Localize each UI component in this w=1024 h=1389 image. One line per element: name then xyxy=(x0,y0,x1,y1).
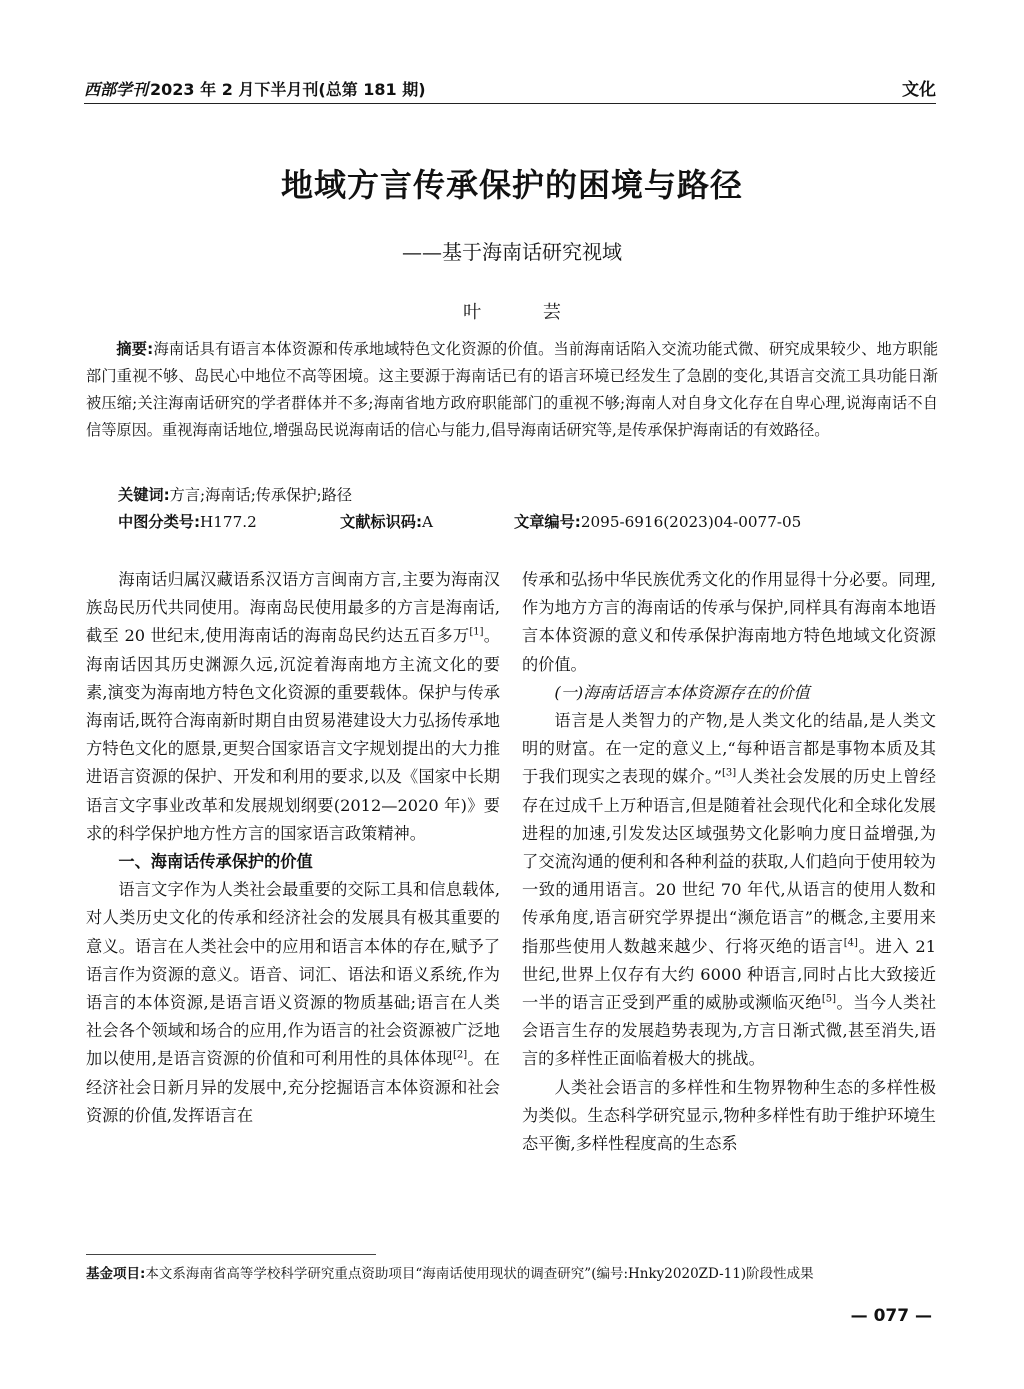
left-column xyxy=(86,566,500,1130)
paragraph: 人类社会语言的多样性和生物界物种生态的多样性极为类似。生态科学研究显示,物种多样性有助于维护环境生态平衡,多样性程度高的生态系 xyxy=(522,1077,936,1154)
issue-text: 2023 年 2 月下半月刊(总第 181 期) xyxy=(150,80,426,99)
abstract xyxy=(86,336,938,444)
footnote-rule xyxy=(86,1254,376,1255)
classification-line xyxy=(118,509,938,536)
author-name: 叶 芸 xyxy=(463,302,589,323)
journal-issue xyxy=(84,77,426,100)
article-subtitle: ——基于海南话研究视域 xyxy=(402,240,622,264)
citation: [1] xyxy=(469,627,484,639)
paragraph: 传承和弘扬中华民族优秀文化的作用显得十分必要。同理,作为地方方言的海南话的传承与保护,同样具有海南本地语言本体资源的意义和传承保护海南地方特色地域文化资源的价值。 xyxy=(522,570,936,674)
footnote xyxy=(86,1264,938,1284)
article-title: 地域方言传承保护的困境与路径 xyxy=(280,166,743,204)
citation: [2] xyxy=(452,1050,468,1062)
clc-code xyxy=(118,509,340,536)
abstract-text: 海南话具有语言本体资源和传承地域特色文化资源的价值。当前海南话陷入交流功能式微、研究成果较少、地方职能部门重视不够、岛民心中地位不高等困境。这主要源于海南话已有的语言环境已经发生了急剧的变化,其语言交流工具功能日渐被压缩;关注海南话研究的学者群体并不多;海南省地方政府职能部门的重视不够;海南人对自身文化存在自卑心理,说海南话不自信等原因。重视海南话地位,增强岛民说海南话的信心与能力,倡导海南话研究等,是传承保护海南话的有效路径。 xyxy=(86,340,939,439)
footnote-label: 基金项目: xyxy=(86,1266,146,1282)
subsection-heading: (一)海南话语言本体资源存在的价值 xyxy=(554,682,810,702)
paragraph xyxy=(86,876,500,1130)
abstract-label: 摘要: xyxy=(116,340,154,358)
section-heading: 一、海南话传承保护的价值 xyxy=(118,852,313,872)
paragraph-text: 。海南话因其历史渊源久远,沉淀着海南地方主流文化的要素,演变为海南地方特色文化资源的重要载体。保护与传承海南话,既符合海南新时期自由贸易港建设大力弘扬传承地方特色文化的愿景,更契合国家语言文字规划提出的大力推进语言资源的保护、开发和利用的要求,以及《国家中长期语言文字事业改革和发展规划纲要(2012—2020 年)》要求的科学保护地方性方言的国家语言政策精神。 xyxy=(86,626,500,843)
paragraph-text: 人类社会发展的历史上曾经存在过成千上万种语言,但是随着社会现代化和全球化发展进程的加速,引发发达区域强势文化影响力度日益增强,为了交流沟通的便利和各种利益的获取,人们趋向于使用较为一致的通用语言。20 世纪 70 年代,从语言的使用人数和传承角度,语言研究学界提出“濒危语言”的概念,主要用来指那些使用人数越来越少、行将灭绝的语言 xyxy=(522,767,936,956)
keywords-text: 方言;海南话;传承保护;路径 xyxy=(169,486,353,504)
clc-label: 中图分类号: xyxy=(118,513,201,531)
article-number xyxy=(514,509,801,536)
article-label: 文章编号: xyxy=(514,513,581,531)
right-column xyxy=(522,566,936,1158)
paragraph-text: 。在经济社会日新月异的发展中,充分挖掘语言本体资源和社会资源的价值,发挥语言在 xyxy=(86,1049,500,1125)
keywords-label: 关键词: xyxy=(118,486,170,504)
section-tag: 文化 xyxy=(902,80,936,100)
journal-logo: 西部学刊 xyxy=(84,80,149,99)
clc-value: H177.2 xyxy=(200,513,257,531)
paragraph-text: 。当今人类社会语言生存的发展趋势表现为,方言日渐式微,甚至消失,语言的多样性正面临着极大的挑战。 xyxy=(522,993,937,1069)
paragraph-text: 。进入 21 世纪,世界上仅存有大约 6000 种语言,同时占比大致接近一半的语言正受到严重的威胁或濒临灭绝 xyxy=(522,936,936,1013)
paragraph-text: 语言是人类智力的产物,是人类文化的结晶,是人类文明的财富。在一定的意义上,“每种语言都是事物本质及其于我们现实之表现的媒介。” xyxy=(522,711,936,787)
article-value: 2095-6916(2023)04-0077-05 xyxy=(580,513,802,531)
keywords xyxy=(118,482,938,509)
paragraph xyxy=(522,707,936,1074)
citation: [4] xyxy=(843,937,858,949)
page-number: — 077 — xyxy=(850,1306,932,1326)
footnote-text: 本文系海南省高等学校科学研究重点资助项目“海南话使用现状的调查研究”(编号:Hnky2020ZD-11)阶段性成果 xyxy=(145,1266,814,1282)
paragraph-text: 海南话归属汉藏语系汉语方言闽南方言,主要为海南汉族岛民历代共同使用。海南岛民使用最多的方言是海南话,截至 20 世纪末,使用海南话的海南岛民约达五百多万 xyxy=(86,570,500,646)
citation: [3] xyxy=(722,768,737,780)
paragraph-text: 语言文字作为人类社会最重要的交际工具和信息载体,对人类历史文化的传承和经济社会的发展具有极其重要的意义。语言在人类社会中的应用和语言本体的存在,赋予了语言作为资源的意义。语音、词汇、语法和语义系统,作为语言的本体资源,是语言语义资源的物质基础;语言在人类社会各个领域和场合的应用,作为语言的社会资源被广泛地加以使用,是语言资源的价值和可利用性的具体体现 xyxy=(86,880,500,1069)
citation: [5] xyxy=(821,993,837,1005)
paragraph xyxy=(86,566,500,848)
doc-value: A xyxy=(422,513,433,531)
doc-code xyxy=(340,509,514,536)
running-header xyxy=(84,72,936,104)
doc-label: 文献标识码: xyxy=(340,513,423,531)
